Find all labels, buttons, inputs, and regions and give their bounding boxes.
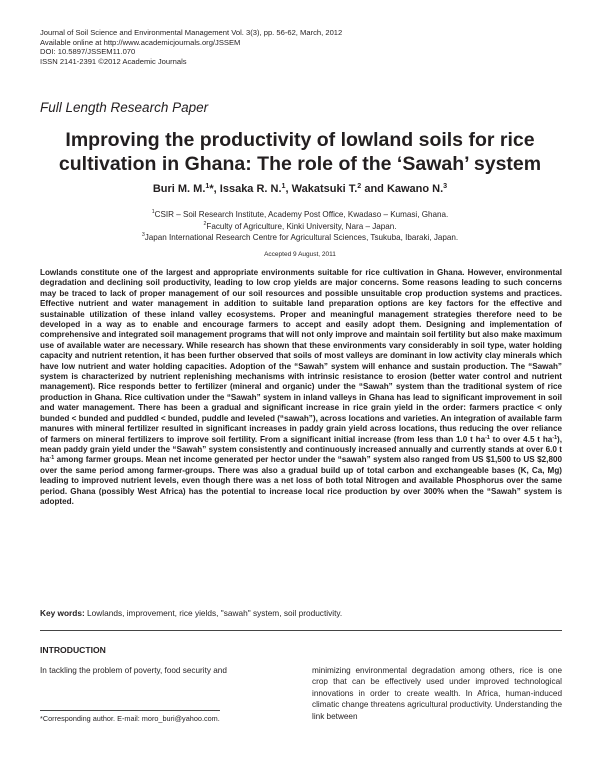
abstract-text: to over 4.5 t ha bbox=[489, 434, 553, 444]
abstract bbox=[40, 268, 562, 507]
author-2: Issaka R. N. bbox=[219, 183, 282, 195]
abstract-superscript: -1 bbox=[485, 434, 490, 441]
abstract-text: Lowlands constitute one of the largest and appropriate environments suitable for rice cultivation in Ghana. However, environmental degradation and declining soil productivity, leading to low crop yields are major concerns. Some reasons leading to such concerns may be traced to lack of proper management of our soil resources and possible unsuitable crop production systems and practices. Effective nutrient and water management in addition to suitable land preparation options are key factors for the effective and sustainable utilization of these inland valley ecosystems. Proper and meaningful management strategies therefore need to be developed in a way as to enable and encourage farmers to accept and easily adopt them. Designing and implementation of comprehensive and integrated soil management programs that will not only improve and maintain soil fertility but also make maximum use of available water are necessary. While research has shown that these environments vary considerably in soil type, water holding capacity and nutrient retention, it has been further observed that soils of most valleys are dominant in low activity clay minerals which have low nutrient and water holding capacities. Adoption of the “Sawah” system will enhance and sustain production. The “Sawah” system is characterized by nutrient replenishing mechanisms with intrinsic resistance to erosion (better water control and nutrient management). Rice responds better to fertilizer (mineral and organic) under the “Sawah” system than the traditional system of rice production in Ghana. Rice cultivation under the “Sawah” system in inland valleys in Ghana has lead to significant improvement in soil and water management. There has been a gradual and significant increase in rice grain yield in the order: farmers practice < only bunded < bunded and puddled < bunded, puddle and leveled (“sawah”), across locations and varieties. An integration of available farm manures with mineral fertilizer resulted in significant increases in paddy grain yield across locations, thus reducing the over reliance of farmers on mineral fertilizers to improve soil fertility. From a significant initial increase (from less than 1.0 t ha bbox=[40, 268, 562, 444]
author-list bbox=[20, 183, 580, 195]
author-sep: and bbox=[361, 183, 387, 195]
title-line-2: cultivation in Ghana: The role of the ‘Sawah’ system bbox=[58, 153, 542, 175]
abstract-superscript: -1 bbox=[552, 434, 558, 441]
affiliation-text: CSIR – Soil Research Institute, Academy Post Office, Kwadaso – Kumasi, Ghana. bbox=[154, 210, 449, 219]
paper-title bbox=[20, 128, 580, 176]
journal-issn: ISSN 2141-2391 ©2012 Academic Journals bbox=[40, 56, 187, 66]
author-1-star: *, bbox=[209, 183, 220, 195]
section-divider bbox=[40, 630, 562, 631]
body-column-left: In tackling the problem of poverty, food security and bbox=[40, 666, 227, 675]
affiliation-text: Japan International Research Centre for Agricultural Sciences, Tsukuba, Ibaraki, Japan. bbox=[144, 233, 459, 242]
journal-url: Available online at http://www.academicjournals.org/JSSEM bbox=[40, 37, 241, 47]
abstract-superscript: -1 bbox=[49, 455, 55, 462]
abstract-text: ), mean paddy grain yield under the “Sawah” system consistently and continuously increased annually and currently stands at over 6.0 t ha bbox=[40, 434, 562, 465]
affiliations bbox=[20, 209, 580, 244]
author-1-affil: 1 bbox=[205, 182, 210, 190]
keywords bbox=[40, 608, 562, 618]
keywords-text: Lowlands, improvement, rice yields, "sawah" system, soil productivity. bbox=[84, 608, 343, 618]
affiliation-2 bbox=[20, 221, 580, 233]
affiliation-number: 3 bbox=[141, 232, 145, 238]
author-3: Wakatsuki T. bbox=[291, 183, 358, 195]
journal-header bbox=[40, 28, 342, 66]
body-column-right: minimizing environmental degradation among others, rice is one crop that can be effectively used under improved technological innovations in order to create wealth. In Africa, human-induced climatic change threatens agricultural productivity. Understanding the link between bbox=[312, 666, 562, 721]
author-1: Buri M. M. bbox=[152, 183, 206, 195]
author-2-affil: 1 bbox=[281, 182, 286, 190]
affiliation-3 bbox=[20, 232, 580, 244]
footnote-rule bbox=[40, 710, 220, 711]
paper-type: Full Length Research Paper bbox=[40, 100, 209, 115]
author-3-affil: 2 bbox=[357, 182, 362, 190]
author-sep: , bbox=[285, 183, 292, 195]
accepted-date: Accepted 9 August, 2011 bbox=[264, 251, 336, 258]
author-4-affil: 3 bbox=[443, 182, 448, 190]
abstract-text: among farmer groups. Mean net income generated per hector under the “sawah” system also ranged from US $1,500 to US $2,800 over the same period among farmer-groups. There was also a gradual build up of total carbon and exchangeable bases (K, Ca, Mg) leading to improved nutrient levels, even though there was a net loss of both total Nitrogen and available Phosphorus over the same period. Ghana (possibly West Africa) has the potential to increase local rice production by over 300% when the “Sawah” system is adopted. bbox=[40, 455, 562, 506]
affiliation-1 bbox=[20, 209, 580, 221]
introduction-heading: INTRODUCTION bbox=[40, 645, 106, 655]
affiliation-number: 2 bbox=[203, 220, 207, 227]
corresponding-author-footnote: *Corresponding author. E-mail: moro_buri@yahoo.com. bbox=[40, 714, 220, 723]
affiliation-number: 1 bbox=[151, 209, 155, 215]
author-4: Kawano N. bbox=[386, 183, 444, 195]
journal-doi: DOI: 10.5897/JSSEM11.070 bbox=[40, 47, 136, 57]
affiliation-text: Faculty of Agriculture, Kinki University, Nara – Japan. bbox=[206, 221, 397, 231]
title-line-1: Improving the productivity of lowland soils for rice bbox=[65, 129, 535, 151]
keywords-label: Key words: bbox=[40, 608, 85, 618]
journal-citation: Journal of Soil Science and Environmental Management Vol. 3(3), pp. 56-62, March, 2012 bbox=[40, 28, 343, 37]
